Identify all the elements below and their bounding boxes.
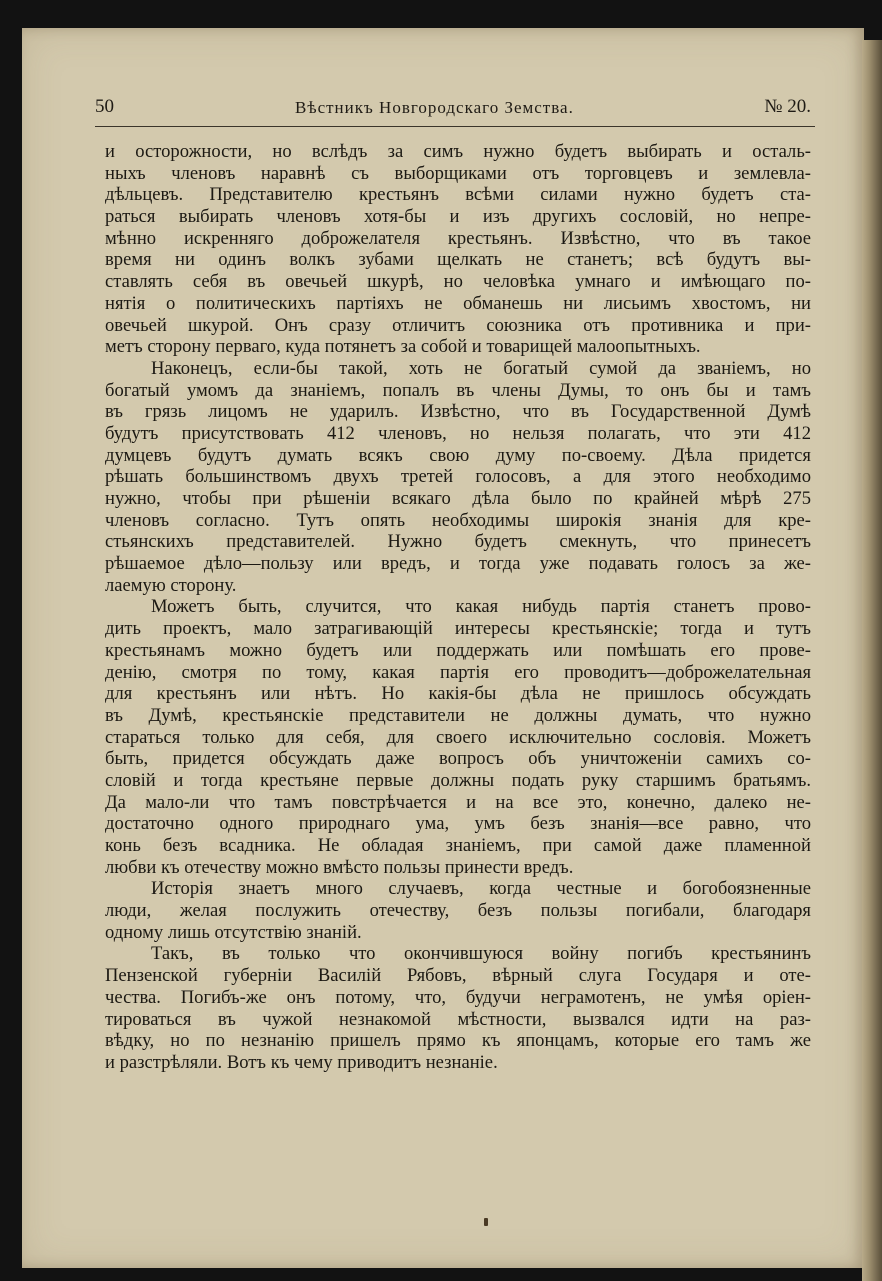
text-line: думцевъ будутъ думать всякъ свою думу по-своему. Дѣла придется [105,444,811,466]
text-line: тироваться въ чужой незнакомой мѣстности, вызвался идти на раз- [105,1008,811,1030]
text-line: словій и тогда крестьяне первые должны подать руку старшимъ братьямъ. [105,769,811,791]
issue-number: № 20. [764,96,811,117]
page-edge [862,40,882,1281]
text-line: и разстрѣляли. Вотъ къ чему приводитъ незнаніе. [105,1051,498,1073]
text-line: достаточно одного природнаго ума, умъ безъ знанія—все равно, что [105,813,811,835]
text-line: метъ сторону перваго, куда потянетъ за собой и товарищей малоопытныхъ. [105,336,701,358]
text-line: мѣнно искренняго доброжелателя крестьянъ. Извѣстно, что въ такое [105,227,811,249]
text-line: нужно, чтобы при рѣшеніи всякаго дѣла было по крайней мѣрѣ 275 [105,488,811,509]
text-line: членовъ согласно. Тутъ опять необходимы широкія знанія для кре- [105,509,811,531]
text-line: Наконецъ, если-бы такой, хоть не богатый сумой да званіемъ, но [151,357,811,379]
text-line: рѣшать большинствомъ двухъ третей голосовъ, а для этого необходимо [105,466,811,488]
text-line: чества. Погибъ-же онъ потому, что, будучи неграмотенъ, не умѣя оріен- [105,986,811,1008]
text-line: ставлять себя въ овечьей шкурѣ, но человѣка умнаго и имѣющаго по- [105,271,811,293]
text-line: въ Думѣ, крестьянскіе представители не должны думать, что нужно [105,704,811,726]
text-line: одному лишь отсутствію знаній. [105,921,362,943]
text-line: и осторожности, но вслѣдъ за симъ нужно будетъ выбирать и осталь- [105,141,811,162]
text-line: Да мало-ли что тамъ повстрѣчается и на все это, конечно, далеко не- [105,791,811,813]
text-line: Исторія знаетъ много случаевъ, когда честные и богобоязненные [151,878,811,900]
text-line: въ грязь лицомъ не ударилъ. Извѣстно, что въ Государственной Думѣ [105,401,811,423]
text-line: для крестьянъ или нѣтъ. Но какія-бы дѣла не пришлось обсуждать [105,683,811,705]
article-text [105,141,811,1074]
text-line: богатый умомъ да знаніемъ, попалъ въ члены Думы, то онъ бы и тамъ [105,379,811,401]
text-line: ныхъ членовъ наравнѣ съ выборщиками отъ торговцевъ и землевла- [105,162,811,184]
text-line: любви къ отечеству можно вмѣсто пользы принести вредъ. [105,856,574,878]
text-line: денію, смотря по тому, какая партія его проводитъ—доброжелательная [105,661,811,683]
text-line: овечьей шкурой. Онъ сразу отличитъ союзника отъ противника и при- [105,314,811,336]
journal-title: Вѣстникъ Новгородскаго Земства. [295,98,574,117]
text-line: люди, желая послужить отечеству, безъ пользы погибали, благодаря [105,900,811,922]
text-line: стьянскихъ представителей. Нужно будетъ смекнуть, что принесетъ [105,531,811,553]
text-line: время ни одинъ волкъ зубами щелкать не станетъ; всѣ будутъ вы- [105,249,811,271]
text-line: будутъ присутствовать 412 членовъ, но нельзя полагать, что эти 412 [105,422,811,444]
text-line: дить проектъ, мало затрагивающій интересы крестьянскіе; тогда и тутъ [105,618,811,640]
text-line: раться выбирать членовъ хотя-бы и изъ другихъ сословій, но непре- [105,206,811,228]
text-line: вѣдку, но по незнанію пришелъ прямо къ японцамъ, которые его тамъ же [105,1030,811,1052]
text-line: Такъ, въ только что окончившуюся войну погибъ крестьянинъ [151,943,811,965]
text-line: нятія о политическихъ партіяхъ не обманешь ни лисьимъ хвостомъ, ни [105,292,811,314]
text-line: стараться только для себя, для своего исключительно сословія. Можетъ [105,726,811,748]
running-header [95,92,815,127]
text-line: быть, придется обсуждать даже вопросъ объ уничтоженіи самихъ со- [105,748,811,770]
ink-speck [484,1218,488,1226]
page-number: 50 [95,96,114,117]
text-line: Можетъ быть, случится, что какая нибудь партія станетъ прово- [151,596,811,618]
text-line: лаемую сторону. [105,574,237,596]
text-line: крестьянамъ можно будетъ или поддержать или помѣшать его прове- [105,639,811,661]
text-line: Пензенской губерніи Василій Рябовъ, вѣрный слуга Государя и оте- [105,965,811,987]
text-line: рѣшаемое дѣло—пользу или вредъ, и тогда уже подавать голосъ за же- [105,553,811,575]
text-line: дѣльцевъ. Представителю крестьянъ всѣми силами нужно будетъ ста- [105,184,811,206]
text-line: конь безъ всадника. Не обладая знаніемъ, при самой даже пламенной [105,835,811,856]
